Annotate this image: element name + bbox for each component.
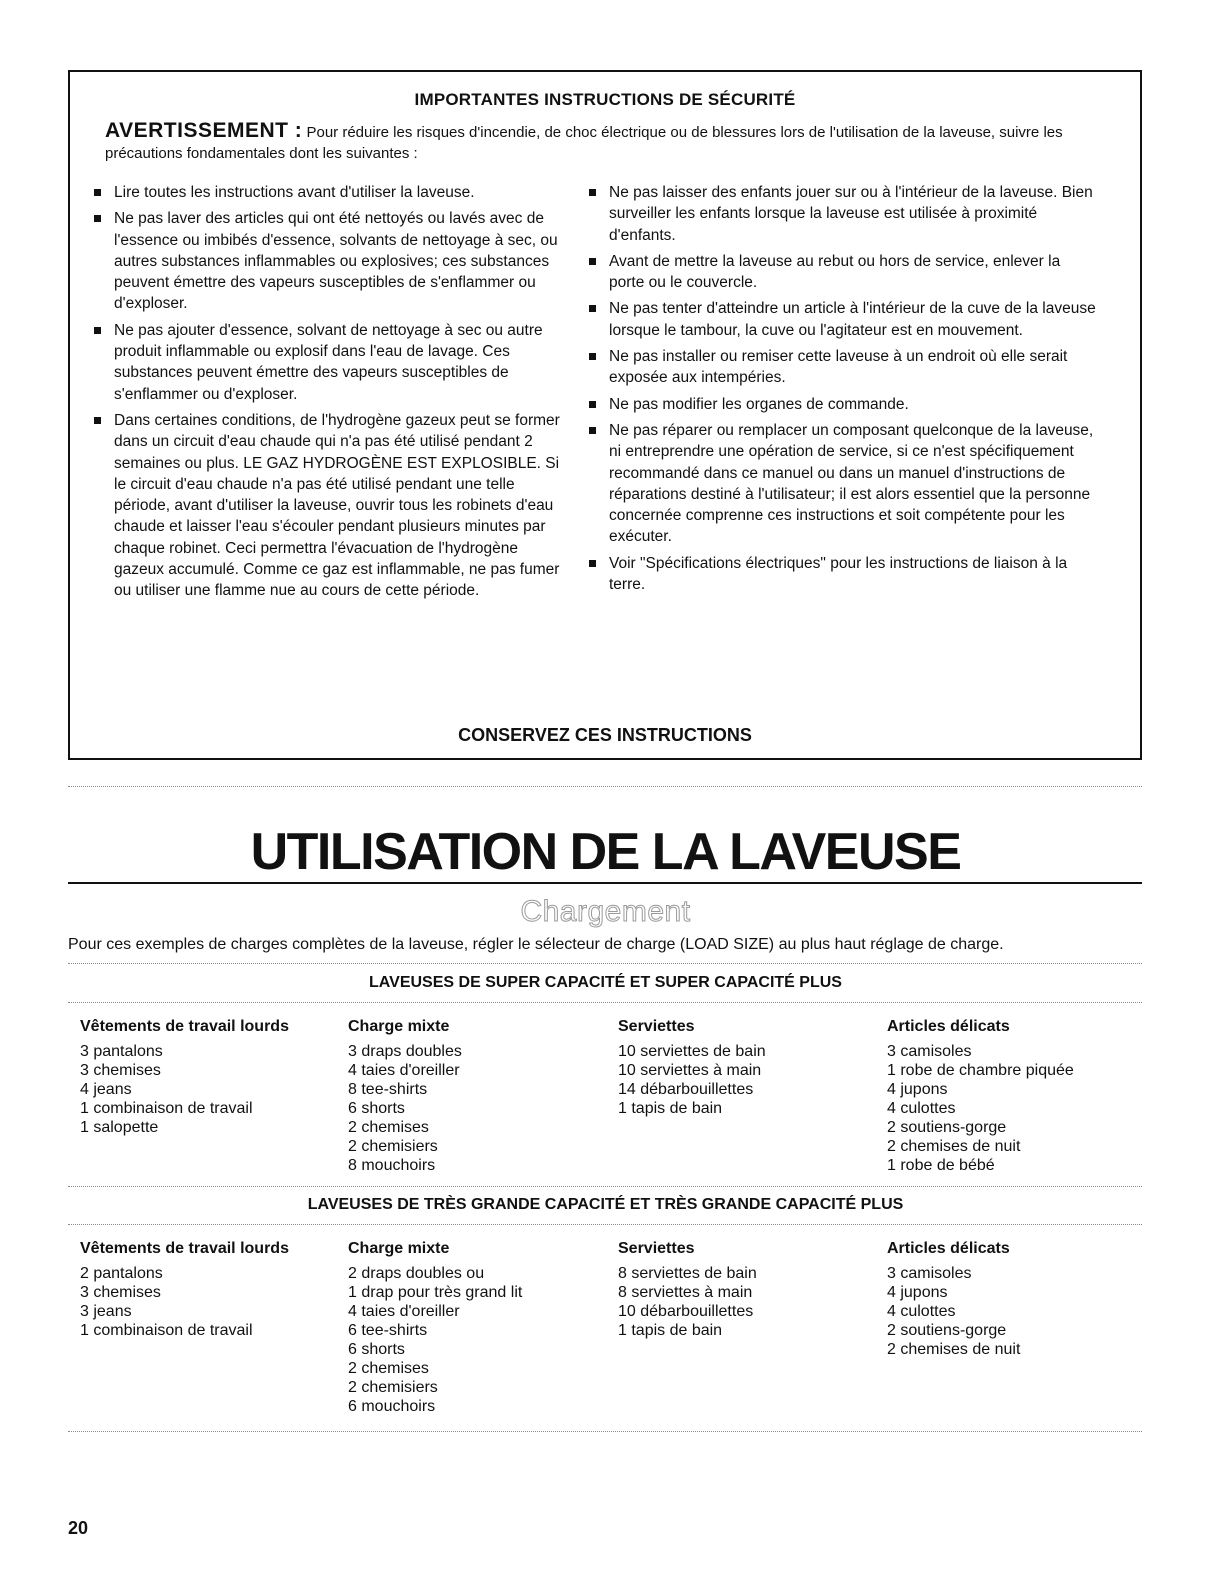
safety-item: Dans certaines conditions, de l'hydrogène gazeux peut se former dans un circuit d'eau chaude qui n'a pas été utilisé pendant 2 semaines ou plus. LE GAZ HYDROGÈNE EST EXPLOSIBLE. Si le circuit d'eau chaude n'a pas été utilisé pendant une telle période, avant d'utiliser la laveuse, ouvrir tous les robinets d'eau chaude et laisser l'eau s'écouler pendant plusieurs minutes par chaque robinet. Ceci permettra l'évacuation de l'hydrogène gazeux accumulé. Comme ce gaz est inflammable, ne pas fumer ou utiliser une flamme nue au cours de cette période. [92, 410, 560, 602]
load-item: 3 jeans [80, 1303, 132, 1320]
load-item: 3 camisoles [887, 1265, 972, 1282]
load-item: 10 serviettes à main [618, 1062, 762, 1079]
safety-footer: CONSERVEZ CES INSTRUCTIONS [458, 725, 752, 745]
load-item: 10 débarbouillettes [618, 1303, 754, 1320]
column-header: Vêtements de travail lourds [80, 1240, 289, 1257]
subsection-title: Chargement [520, 895, 691, 928]
load-column [887, 1239, 1020, 1359]
dotted-divider [68, 1002, 1142, 1003]
page-number: 20 [68, 1518, 89, 1538]
safety-title: IMPORTANTES INSTRUCTIONS DE SÉCURITÉ [414, 90, 796, 109]
load-item: 2 chemisiers [348, 1379, 438, 1396]
load-item: 3 pantalons [80, 1043, 163, 1060]
load-item: 2 soutiens-gorge [887, 1322, 1007, 1339]
load-item: 3 camisoles [887, 1043, 972, 1060]
safety-item: Avant de mettre la laveuse au rebut ou hors de service, enlever la porte ou le couvercle. [587, 251, 1097, 294]
safety-instructions-box [68, 70, 1142, 760]
safety-item: Ne pas laisser des enfants jouer sur ou à l'intérieur de la laveuse. Bien surveiller les enfants lorsque la laveuse est utilisée à proximité d'enfants. [587, 182, 1097, 246]
load-item: 8 serviettes de bain [618, 1265, 757, 1282]
dotted-divider [68, 963, 1142, 964]
load-item: 2 chemises [348, 1360, 429, 1377]
column-header: Charge mixte [348, 1018, 450, 1035]
load-item: 2 pantalons [80, 1265, 163, 1282]
load-item: 6 mouchoirs [348, 1398, 436, 1415]
safety-list-left [92, 182, 560, 607]
load-item: 4 jupons [887, 1284, 948, 1301]
safety-item: Ne pas ajouter d'essence, solvant de nettoyage à sec ou autre produit inflammable ou explosif dans l'eau de lavage. Ces substances peuvent émettre des vapeurs susceptibles de s'enflammer ou d'exploser. [92, 320, 560, 405]
load-column [887, 1017, 1074, 1175]
safety-item: Ne pas modifier les organes de commande. [587, 394, 1097, 415]
load-item: 14 débarbouillettes [618, 1081, 754, 1098]
section-rule [68, 882, 1142, 884]
load-item: 2 chemisiers [348, 1138, 438, 1155]
intro-text: Pour ces exemples de charges complètes de la laveuse, régler le sélecteur de charge (LOAD SIZE) au plus haut réglage de charge. [68, 936, 1004, 953]
load-item: 6 shorts [348, 1341, 405, 1358]
load-item: 6 tee-shirts [348, 1322, 428, 1339]
load-column [80, 1239, 289, 1340]
load-item: 2 chemises de nuit [887, 1341, 1021, 1358]
table-title: LAVEUSES DE SUPER CAPACITÉ ET SUPER CAPACITÉ PLUS [369, 974, 842, 991]
load-item: 2 chemises de nuit [887, 1138, 1021, 1155]
load-item: 4 taies d'oreiller [348, 1062, 460, 1079]
load-item: 1 tapis de bain [618, 1100, 723, 1117]
load-item: 10 serviettes de bain [618, 1043, 766, 1060]
dotted-divider [68, 786, 1142, 787]
column-header: Articles délicats [887, 1240, 1010, 1257]
load-item: 4 taies d'oreiller [348, 1303, 460, 1320]
load-item: 1 robe de bébé [887, 1157, 995, 1174]
load-column [348, 1239, 522, 1416]
safety-list-right [587, 182, 1097, 600]
load-item: 8 tee-shirts [348, 1081, 428, 1098]
dotted-divider [68, 1431, 1142, 1432]
load-item: 4 culottes [887, 1100, 956, 1117]
warning-label: AVERTISSEMENT : [105, 119, 303, 142]
column-header: Vêtements de travail lourds [80, 1018, 289, 1035]
load-item: 3 draps doubles [348, 1043, 462, 1060]
safety-item: Ne pas tenter d'atteindre un article à l'intérieur de la cuve de la laveuse lorsque le tambour, la cuve ou l'agitateur est en mouvement. [587, 298, 1097, 341]
safety-item: Voir "Spécifications électriques" pour les instructions de liaison à la terre. [587, 553, 1097, 596]
load-column [618, 1239, 757, 1340]
load-item: 2 chemises [348, 1119, 429, 1136]
load-item: 8 mouchoirs [348, 1157, 436, 1174]
dotted-divider [68, 1224, 1142, 1225]
load-item: 3 chemises [80, 1062, 161, 1079]
load-item: 2 soutiens-gorge [887, 1119, 1007, 1136]
load-item: 6 shorts [348, 1100, 405, 1117]
load-item: 1 combinaison de travail [80, 1322, 253, 1339]
safety-item: Ne pas réparer ou remplacer un composant quelconque de la laveuse, ni entreprendre une opération de service, si ce n'est spécifiquement recommandé dans ce manuel ou dans un manuel d'instructions de réparations destiné à l'utilisateur; il est alors essentiel que la personne concernée comprenne ces instructions et soit compétente pour les exécuter. [587, 420, 1097, 548]
column-header: Charge mixte [348, 1240, 450, 1257]
load-item: 4 jupons [887, 1081, 948, 1098]
section-title: UTILISATION DE LA LAVEUSE [250, 823, 961, 881]
load-item: 1 combinaison de travail [80, 1100, 253, 1117]
warning-text: Pour réduire les risques d'incendie, de choc électrique ou de blessures lors de l'utilisation de la laveuse, suivre les précautions fondamentales dont les suivantes : [105, 124, 1063, 162]
column-header: Articles délicats [887, 1018, 1010, 1035]
load-item: 8 serviettes à main [618, 1284, 753, 1301]
column-header: Serviettes [618, 1240, 695, 1257]
load-item: 1 salopette [80, 1119, 159, 1136]
load-column [80, 1017, 289, 1137]
load-column [348, 1017, 462, 1175]
table-title: LAVEUSES DE TRÈS GRANDE CAPACITÉ ET TRÈS GRANDE CAPACITÉ PLUS [307, 1196, 904, 1213]
column-header: Serviettes [618, 1018, 695, 1035]
load-item: 1 tapis de bain [618, 1322, 723, 1339]
load-column [618, 1017, 766, 1118]
dotted-divider [68, 1186, 1142, 1187]
load-item: 2 draps doubles ou [348, 1265, 485, 1282]
load-item: 4 jeans [80, 1081, 132, 1098]
safety-item: Ne pas laver des articles qui ont été nettoyés ou lavés avec de l'essence ou imbibés d'essence, solvants de nettoyage à sec, ou autres substances inflammables ou explosives; ces substances peuvent émettre des vapeurs susceptibles de s'enflammer ou d'exploser. [92, 208, 560, 314]
load-item: 1 robe de chambre piquée [887, 1062, 1074, 1079]
load-item: 4 culottes [887, 1303, 956, 1320]
warning-paragraph [105, 120, 1100, 164]
safety-item: Ne pas installer ou remiser cette laveuse à un endroit où elle serait exposée aux intempéries. [587, 346, 1097, 389]
safety-item: Lire toutes les instructions avant d'utiliser la laveuse. [92, 182, 560, 203]
load-item: 3 chemises [80, 1284, 161, 1301]
load-item: 1 drap pour très grand lit [348, 1284, 523, 1301]
